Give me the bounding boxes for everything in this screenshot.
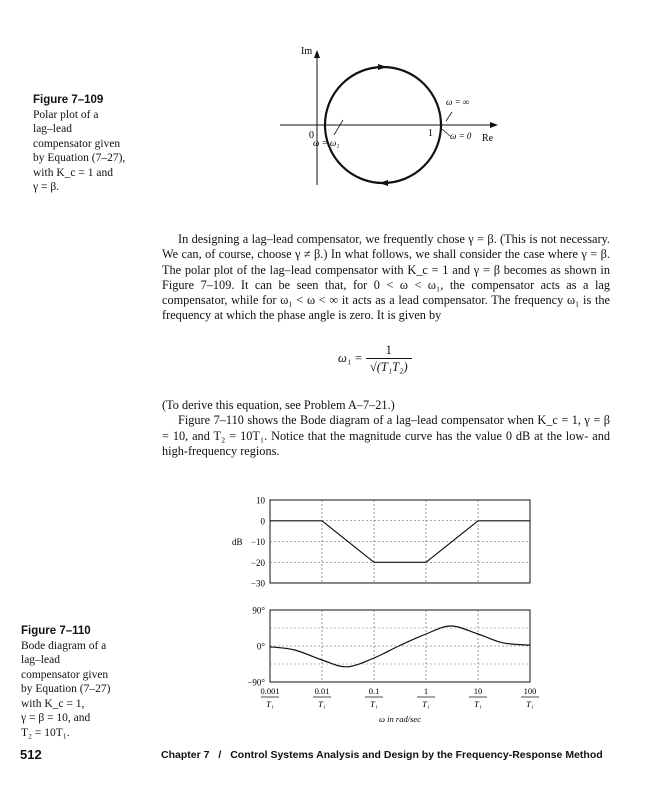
omega-inf-label: ω = ∞ — [446, 97, 470, 107]
chapter-label: Chapter 7 — [161, 749, 210, 761]
x-tick-denominator: T₁ — [266, 699, 274, 709]
figure-109-caption — [33, 93, 153, 195]
imaginary-axis-arrow-icon — [314, 50, 320, 58]
polar-plot — [270, 40, 510, 190]
re-label: Re — [482, 133, 494, 144]
figure-110-caption-line: T₂ = 10T₁. — [21, 726, 70, 739]
figure-109-caption-line: by Equation (7–27), — [33, 152, 126, 164]
x-tick-denominator: T₁ — [370, 699, 378, 709]
equation-numerator: 1 — [366, 343, 412, 359]
omega-inf-pointer — [446, 112, 452, 121]
page-number: 512 — [20, 747, 42, 762]
figure-109-caption-title: Figure 7–109 — [33, 94, 104, 106]
paragraph-2: (To derive this equation, see Problem A–7–21.) — [162, 398, 395, 412]
body-text — [162, 232, 610, 324]
x-axis-label: ω in rad/sec — [379, 714, 421, 724]
phase-tick-label: 0° — [256, 641, 265, 652]
real-axis-arrow-icon — [490, 122, 498, 128]
figure-110-caption-title: Figure 7–110 — [21, 625, 91, 637]
figure-109-caption-line: γ = β. — [33, 181, 60, 193]
x-tick-denominator: T₁ — [474, 699, 482, 709]
paragraph-3: Figure 7–110 shows the Bode diagram of a lag–lead compensator when K_c = 1, γ = β = 10, and T₂ = 10T₁. Notice that the magnitude curve has the value 0 dB at the low- and high-frequency regions. — [162, 413, 610, 458]
magnitude-tick-label: −30 — [250, 578, 265, 589]
figure-110-caption-line: lag–lead — [21, 654, 60, 666]
figure-110-caption-line: by Equation (7–27) — [21, 683, 111, 695]
equation-denominator: √(T₁T₂) — [369, 360, 408, 374]
magnitude-tick-label: −10 — [250, 537, 265, 547]
x-tick-label: 10 — [473, 686, 483, 696]
omega-zero-pointer — [442, 129, 450, 136]
x-tick-label: 0.001 — [260, 686, 280, 696]
x-tick-label: 0.1 — [368, 686, 380, 696]
figure-110-caption-line: with K_c = 1, — [21, 697, 85, 710]
equation-omega1 — [338, 343, 412, 375]
bode-diagram — [215, 490, 555, 730]
omega-zero-label: ω = 0 — [450, 131, 472, 141]
figure-110-caption-line: Bode diagram of a — [21, 639, 107, 652]
direction-arrow-bottom-icon — [379, 180, 388, 186]
im-label: Im — [301, 46, 313, 57]
body-text-2 — [162, 398, 610, 459]
magnitude-axis-label: dB — [232, 537, 243, 547]
figure-109-caption-line: Polar plot of a — [33, 108, 99, 121]
footer-separator: / — [218, 749, 222, 761]
x-tick-denominator: T₁ — [422, 699, 430, 709]
running-footer — [161, 749, 603, 761]
unit-label: 1 — [428, 128, 433, 139]
figure-109-caption-line: compensator given — [33, 137, 121, 150]
x-tick-denominator: T₁ — [318, 699, 326, 709]
omega-one-label: ω = ω₁ — [313, 138, 340, 148]
magnitude-tick-label: −20 — [250, 557, 265, 568]
origin-label: 0 — [309, 130, 314, 141]
equation-lhs: ω₁ = — [338, 350, 363, 365]
x-tick-label: 100 — [523, 686, 537, 696]
x-tick-label: 0.01 — [314, 686, 330, 696]
direction-arrow-top-icon — [378, 64, 387, 70]
phase-tick-label: 90° — [252, 605, 265, 616]
figure-110-caption-line: γ = β = 10, and — [21, 712, 91, 724]
chapter-title: Control Systems Analysis and Design by the Frequency-Response Method — [230, 749, 603, 761]
phase-tick-label: −90° — [247, 677, 265, 688]
figure-110-caption-line: compensator given — [21, 668, 109, 681]
x-tick-denominator: T₁ — [526, 699, 534, 709]
magnitude-tick-label: 0 — [260, 516, 265, 527]
equation-fraction — [366, 343, 412, 375]
magnitude-tick-label: 10 — [256, 495, 265, 506]
figure-110-caption — [21, 624, 151, 740]
omega-one-pointer — [334, 120, 343, 135]
figure-109-caption-line: with K_c = 1 and — [33, 166, 113, 179]
phase-curve — [270, 626, 530, 667]
x-tick-label: 1 — [423, 686, 429, 696]
paragraph-1: In designing a lag–lead compensator, we frequently chose γ = β. (This is not necessary. We can, of course, choose γ ≠ β.) In what follows, we shall consider the case where γ = β. The polar plot of the lag–lead compensator with K_c = 1 and γ = β becomes as shown in Figure 7–109. It can be seen that, for 0 < ω < ω₁, the compensator acts as a lag compensator, while for ω₁ < ω < ∞ it acts as a lead compensator. The frequency ω₁ is the frequency at which the phase angle is zero. It is given by — [162, 232, 610, 323]
figure-109-caption-line: lag–lead — [33, 123, 72, 135]
